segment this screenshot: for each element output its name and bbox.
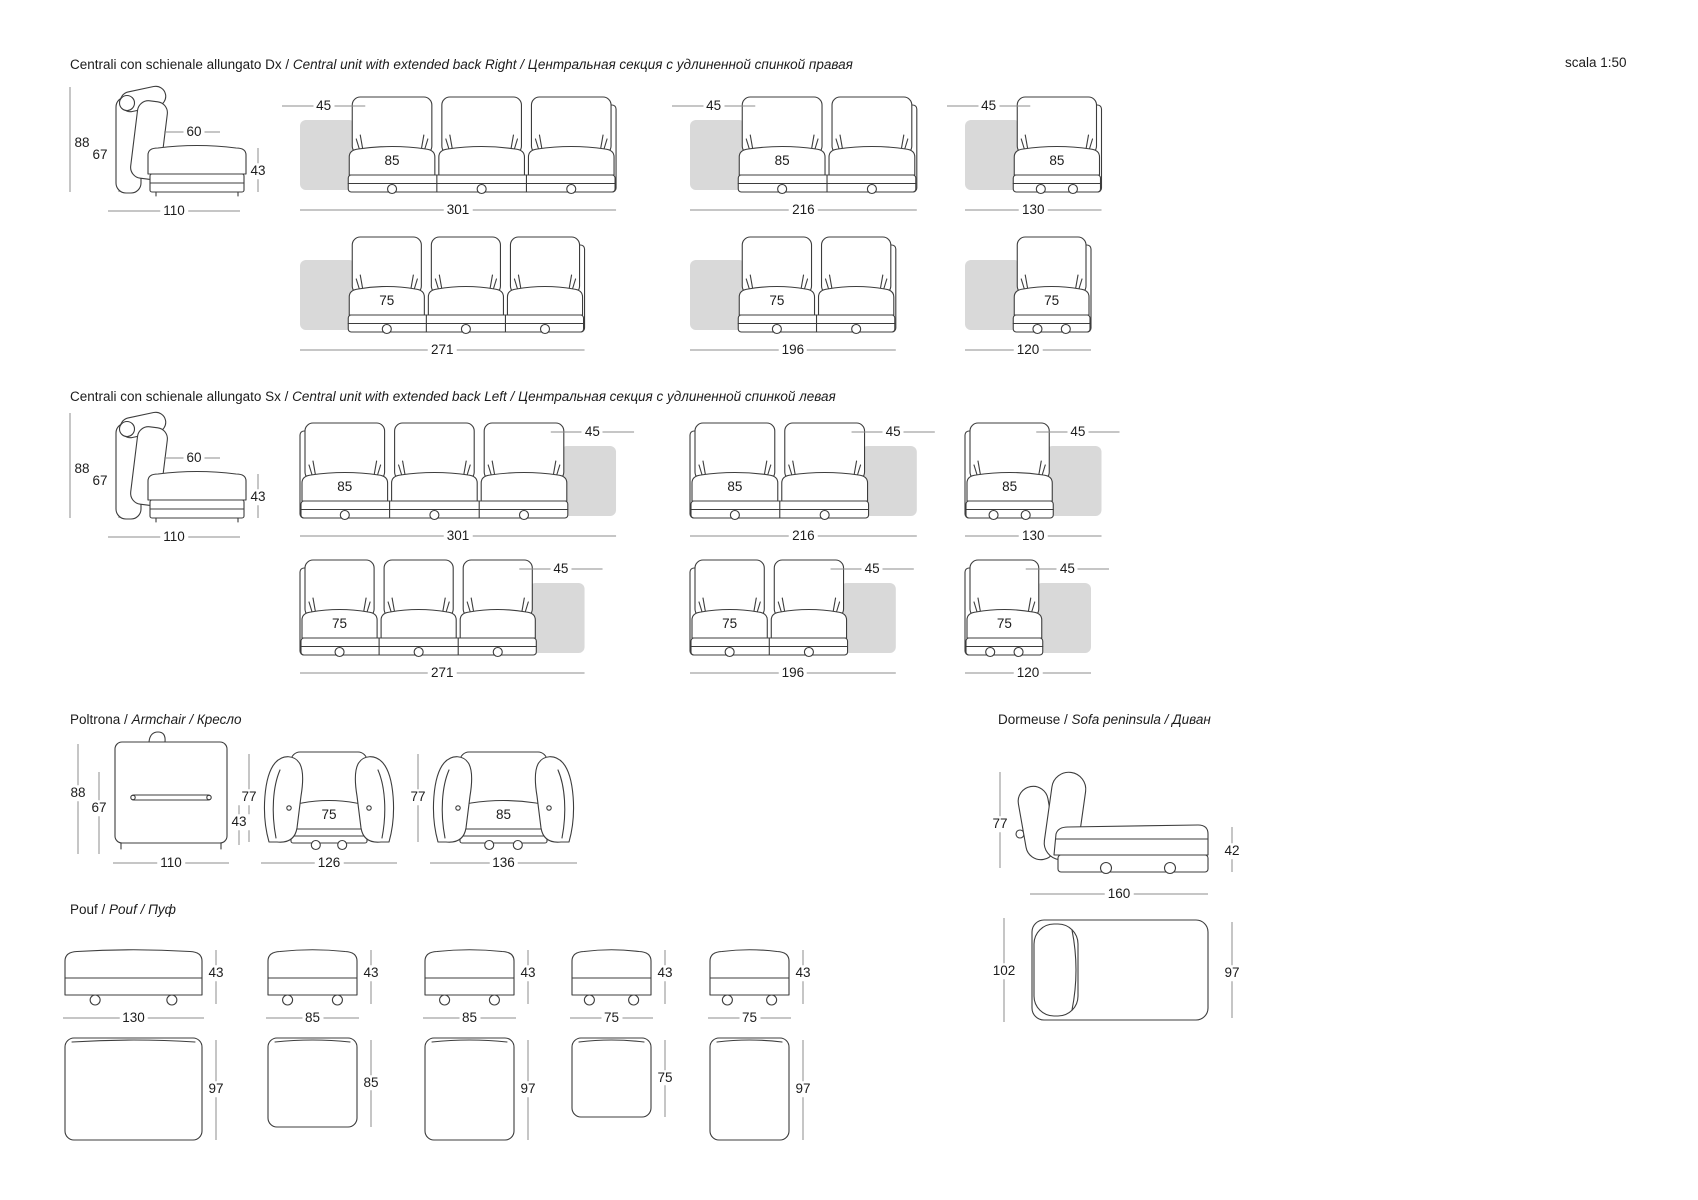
title-dx-ru: Центральная секция с удлиненной спинкой правая <box>527 57 853 72</box>
title-separator: / <box>136 902 149 917</box>
dx-row1-unit-130-extension-label: 45 <box>978 98 999 114</box>
sx-row1-unit-301-seat-width-label: 85 <box>334 479 355 495</box>
title-pouf-en: Pouf <box>109 902 137 917</box>
armchair-front-126-height-label: 77 <box>238 789 259 805</box>
pouf-elevation-4 <box>570 950 665 1018</box>
title-sx-it: Centrali con schienale allungato Sx <box>70 389 281 404</box>
dx-row2-unit-120-total-width-label: 120 <box>1014 342 1043 358</box>
dormeuse-side-view <box>1000 770 1232 894</box>
sx-row1-unit-216-total-width-label: 216 <box>789 528 818 544</box>
title-armchair-ru: Кресло <box>196 712 242 727</box>
sx-row1-unit-216-extension-label: 45 <box>883 424 904 440</box>
title-pouf-ru: Пуф <box>148 902 176 917</box>
pouf-elevation-5-height-label: 43 <box>792 965 813 981</box>
pouf-elevation-4-height-label: 43 <box>654 965 675 981</box>
dormeuse-length-label: 160 <box>1105 886 1134 902</box>
pouf-plan-1 <box>65 1038 216 1140</box>
title-separator: / <box>281 57 293 72</box>
title-separator: / <box>516 57 528 72</box>
sx-row2-unit-120-total-width-label: 120 <box>1014 665 1043 681</box>
dx-row1-unit-130 <box>947 97 1102 210</box>
section-title-armchair <box>70 712 242 728</box>
title-separator: / <box>506 389 519 404</box>
title-sx-ru: Центральная секция с удлиненной спинкой левая <box>518 389 836 404</box>
sx-row2-unit-271-total-width-label: 271 <box>428 665 457 681</box>
title-armchair-en: Armchair <box>131 712 186 727</box>
dormeuse-depth-seat-label: 97 <box>1221 965 1242 981</box>
sx-row2-unit-196-total-width-label: 196 <box>779 665 808 681</box>
section-title-dormeuse <box>998 712 1211 728</box>
sx-row1-unit-130-extension-label: 45 <box>1067 424 1088 440</box>
pouf-plan-5-depth-label: 97 <box>792 1081 813 1097</box>
pouf-plan-1-depth-label: 97 <box>205 1081 226 1097</box>
sx-row1-unit-301-total-width-label: 301 <box>444 528 473 544</box>
title-sx-en: Central unit with extended back Left <box>292 389 507 404</box>
title-separator: / <box>1160 712 1173 727</box>
pouf-elevation-4-width-label: 75 <box>601 1010 622 1026</box>
sx-row1-unit-130 <box>965 423 1120 536</box>
sx-row2-unit-271-seat-width-label: 75 <box>329 616 350 632</box>
armchair-back-view <box>78 732 239 863</box>
dx-row2-unit-271 <box>300 237 585 350</box>
armchair-front-136-total-width-label: 136 <box>489 855 518 871</box>
sx-row1-unit-130-total-width-label: 130 <box>1019 528 1048 544</box>
sx-row2-unit-271-extension-label: 45 <box>550 561 571 577</box>
pouf-elevation-5-width-label: 75 <box>739 1010 760 1026</box>
dx-row1-unit-301 <box>282 97 616 210</box>
dx-row2-unit-271-total-width-label: 271 <box>428 342 457 358</box>
sx-side-view-seat-height-label: 43 <box>247 489 268 505</box>
dx-row2-unit-271-seat-width-label: 75 <box>376 293 397 309</box>
dx-side-view-width-label: 110 <box>160 203 188 219</box>
dx-row2-unit-196-total-width-label: 196 <box>779 342 808 358</box>
armchair-back-view-width-label: 110 <box>157 855 185 871</box>
dormeuse-plan-view <box>1004 918 1232 1022</box>
sx-row1-unit-216-seat-width-label: 85 <box>724 479 745 495</box>
title-dx-en: Central unit with extended back Right <box>292 57 517 72</box>
scale-label: scala 1:50 <box>1565 55 1627 70</box>
pouf-elevation-3-height-label: 43 <box>517 965 538 981</box>
sx-side-view-width-label: 110 <box>160 529 188 545</box>
title-dormeuse-en: Sofa peninsula <box>1071 712 1161 727</box>
sx-row2-unit-120-extension-label: 45 <box>1057 561 1078 577</box>
pouf-plan-4-depth-label: 75 <box>654 1070 675 1086</box>
section-title-sx <box>70 389 836 405</box>
pouf-elevation-1-width-label: 130 <box>119 1010 148 1026</box>
sx-side-view-total-height-label: 88 <box>71 461 92 477</box>
dx-row2-unit-120-seat-width-label: 75 <box>1041 293 1062 309</box>
sx-row2-unit-196-extension-label: 45 <box>862 561 883 577</box>
dx-row2-unit-196-seat-width-label: 75 <box>766 293 787 309</box>
dx-row1-unit-301-total-width-label: 301 <box>444 202 473 218</box>
pouf-elevation-3-width-label: 85 <box>459 1010 480 1026</box>
armchair-front-136-seat-width-label: 85 <box>493 807 514 823</box>
dx-row1-unit-301-seat-width-label: 85 <box>382 153 403 169</box>
title-separator: / <box>280 389 293 404</box>
title-separator: / <box>120 712 132 727</box>
pouf-plan-4 <box>572 1038 665 1117</box>
armchair-back-view-back-height-label: 67 <box>88 800 109 816</box>
pouf-plan-3 <box>425 1038 528 1140</box>
dx-row1-unit-130-total-width-label: 130 <box>1019 202 1048 218</box>
title-separator: / <box>1060 712 1072 727</box>
dx-row1-unit-216-seat-width-label: 85 <box>772 153 793 169</box>
pouf-plan-3-depth-label: 97 <box>517 1081 538 1097</box>
section-title-dx <box>70 57 853 73</box>
pouf-elevation-2 <box>266 950 371 1018</box>
dx-side-view-total-height-label: 88 <box>71 135 92 151</box>
pouf-elevation-3 <box>423 950 528 1018</box>
armchair-front-126-total-width-label: 126 <box>315 855 344 871</box>
pouf-elevation-2-width-label: 85 <box>302 1010 323 1026</box>
sx-side-view-seat-depth-label: 60 <box>183 450 204 466</box>
armchair-back-view-seat-height-label: 43 <box>228 814 249 830</box>
sx-row1-unit-130-seat-width-label: 85 <box>999 479 1020 495</box>
title-separator: / <box>185 712 197 727</box>
dormeuse-seat-height-label: 42 <box>1221 843 1242 859</box>
dx-row1-unit-216-total-width-label: 216 <box>789 202 818 218</box>
dormeuse-height-label: 77 <box>989 816 1010 832</box>
dx-side-view-seat-depth-label: 60 <box>183 124 204 140</box>
section-title-pouf <box>70 902 176 918</box>
title-separator: / <box>97 902 110 917</box>
title-pouf-it: Pouf <box>70 902 98 917</box>
title-dx-it: Centrali con schienale allungato Dx <box>70 57 282 72</box>
pouf-elevation-1 <box>63 950 216 1018</box>
dormeuse-depth-total-label: 102 <box>990 963 1019 979</box>
sx-row2-unit-120 <box>965 560 1109 673</box>
dx-side-view-seat-height-label: 43 <box>247 163 268 179</box>
dx-row2-unit-196 <box>690 237 896 350</box>
dx-row1-unit-216-extension-label: 45 <box>703 98 724 114</box>
armchair-back-view-total-height-label: 88 <box>67 785 88 801</box>
title-dormeuse-it: Dormeuse <box>998 712 1061 727</box>
sx-row2-unit-196-seat-width-label: 75 <box>719 616 740 632</box>
title-dormeuse-ru: Диван <box>1172 712 1211 727</box>
pouf-elevation-5 <box>708 950 803 1018</box>
dx-row1-unit-301-extension-label: 45 <box>313 98 334 114</box>
pouf-elevation-1-height-label: 43 <box>205 965 226 981</box>
dx-side-view-back-height-label: 67 <box>89 147 110 163</box>
pouf-plan-2-depth-label: 85 <box>360 1075 381 1091</box>
sx-row1-unit-301-extension-label: 45 <box>582 424 603 440</box>
pouf-plan-5 <box>710 1038 803 1140</box>
pouf-elevation-2-height-label: 43 <box>360 965 381 981</box>
sx-side-view-back-height-label: 67 <box>89 473 110 489</box>
dx-row1-unit-216 <box>672 97 917 210</box>
armchair-front-126-seat-width-label: 75 <box>318 807 339 823</box>
sx-row2-unit-120-seat-width-label: 75 <box>994 616 1015 632</box>
title-armchair-it: Poltrona <box>70 712 121 727</box>
dx-row2-unit-120 <box>965 237 1091 350</box>
dx-row1-unit-130-seat-width-label: 85 <box>1046 153 1067 169</box>
armchair-front-136-height-label: 77 <box>407 789 428 805</box>
pouf-plan-2 <box>268 1038 371 1127</box>
